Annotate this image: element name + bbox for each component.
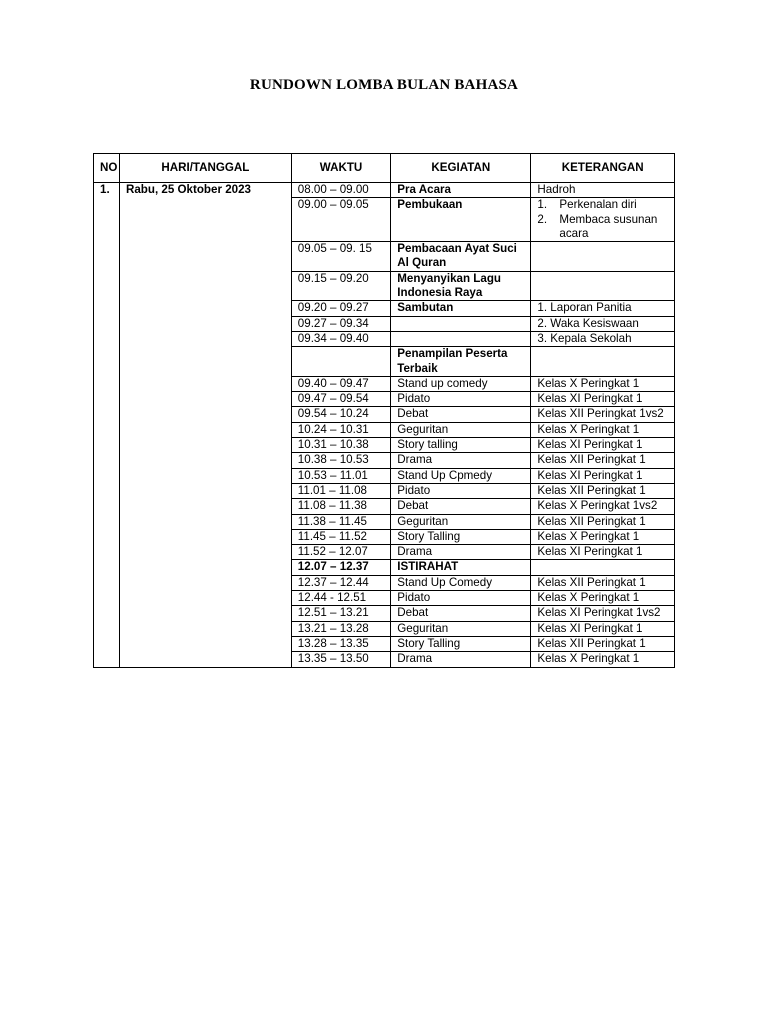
activity-cell: Sambutan (391, 301, 531, 316)
activity-cell: Pra Acara (391, 183, 531, 198)
header-activity: KEGIATAN (391, 154, 531, 183)
table-header-row (94, 154, 675, 183)
activity-cell: Debat (391, 606, 531, 621)
activity-cell: Pidato (391, 591, 531, 606)
table-row (94, 183, 675, 198)
list-text: Perkenalan diri (559, 198, 637, 212)
activity-cell: Drama (391, 545, 531, 560)
activity-cell: Geguritan (391, 621, 531, 636)
note-cell: Kelas X Peringkat 1 (531, 591, 675, 606)
time-cell: 12.37 – 12.44 (291, 575, 390, 590)
activity-cell (391, 331, 531, 346)
note-cell: Kelas XII Peringkat 1 (531, 453, 675, 468)
activity-cell: Stand Up Cpmedy (391, 468, 531, 483)
opening-notes-list (537, 198, 668, 241)
activity-cell (391, 316, 531, 331)
note-cell: Kelas XI Peringkat 1 (531, 545, 675, 560)
activity-cell: Debat (391, 407, 531, 422)
time-cell: 09.34 – 09.40 (291, 331, 390, 346)
note-cell (531, 198, 675, 242)
time-cell: 13.21 – 13.28 (291, 621, 390, 636)
time-cell: 11.01 – 11.08 (291, 483, 390, 498)
time-cell: 09.54 – 10.24 (291, 407, 390, 422)
time-cell: 11.45 – 11.52 (291, 529, 390, 544)
note-cell: Kelas XII Peringkat 1 (531, 575, 675, 590)
activity-cell: Penampilan Peserta Terbaik (391, 347, 531, 377)
note-cell (531, 347, 675, 377)
time-cell: 10.53 – 11.01 (291, 468, 390, 483)
note-cell: Kelas XII Peringkat 1 (531, 636, 675, 651)
time-cell: 09.00 – 09.05 (291, 198, 390, 242)
note-cell: 3. Kepala Sekolah (531, 331, 675, 346)
header-note: KETERANGAN (531, 154, 675, 183)
time-cell: 13.35 – 13.50 (291, 652, 390, 667)
time-cell: 12.51 – 13.21 (291, 606, 390, 621)
note-cell: Kelas X Peringkat 1 (531, 652, 675, 667)
note-cell: Kelas XII Peringkat 1 (531, 514, 675, 529)
time-cell: 11.52 – 12.07 (291, 545, 390, 560)
time-cell: 11.38 – 11.45 (291, 514, 390, 529)
activity-cell: Menyanyikan Lagu Indonesia Raya (391, 271, 531, 301)
note-cell: Kelas XI Peringkat 1 (531, 468, 675, 483)
activity-cell: Drama (391, 652, 531, 667)
list-item (537, 213, 668, 242)
note-cell (531, 242, 675, 272)
activity-cell: Debat (391, 499, 531, 514)
note-cell: 1. Laporan Panitia (531, 301, 675, 316)
list-number: 1. (537, 198, 548, 212)
note-cell: Kelas XI Peringkat 1vs2 (531, 606, 675, 621)
activity-cell: Geguritan (391, 514, 531, 529)
activity-cell: Drama (391, 453, 531, 468)
time-cell: 09.47 – 09.54 (291, 392, 390, 407)
activity-cell: Story Talling (391, 636, 531, 651)
note-cell: 2. Waka Kesiswaan (531, 316, 675, 331)
header-no: NO (94, 154, 120, 183)
time-cell: 11.08 – 11.38 (291, 499, 390, 514)
date-cell: Rabu, 25 Oktober 2023 (119, 183, 291, 668)
activity-cell: Pidato (391, 392, 531, 407)
time-cell: 10.38 – 10.53 (291, 453, 390, 468)
note-cell: Kelas XI Peringkat 1 (531, 621, 675, 636)
activity-cell: Stand up comedy (391, 376, 531, 391)
activity-cell: ISTIRAHAT (391, 560, 531, 575)
activity-cell: Story talling (391, 438, 531, 453)
list-text: Membaca susunan acara (559, 212, 658, 240)
note-cell: Kelas X Peringkat 1 (531, 529, 675, 544)
time-cell: 10.24 – 10.31 (291, 422, 390, 437)
note-cell: Kelas XI Peringkat 1 (531, 438, 675, 453)
time-cell (291, 347, 390, 377)
note-cell (531, 560, 675, 575)
note-cell: Kelas XI Peringkat 1 (531, 392, 675, 407)
list-item (537, 198, 668, 212)
header-time: WAKTU (291, 154, 390, 183)
time-cell: 12.44 - 12.51 (291, 591, 390, 606)
note-cell (531, 271, 675, 301)
page-title: RUNDOWN LOMBA BULAN BAHASA (249, 77, 519, 93)
time-cell: 09.05 – 09. 15 (291, 242, 390, 272)
note-cell: Kelas XII Peringkat 1 (531, 483, 675, 498)
time-cell: 08.00 – 09.00 (291, 183, 390, 198)
activity-cell: Stand Up Comedy (391, 575, 531, 590)
header-date: HARI/TANGGAL (119, 154, 291, 183)
time-cell: 12.07 – 12.37 (291, 560, 390, 575)
note-cell: Hadroh (531, 183, 675, 198)
activity-cell: Story Talling (391, 529, 531, 544)
activity-cell: Geguritan (391, 422, 531, 437)
time-cell: 09.27 – 09.34 (291, 316, 390, 331)
time-cell: 13.28 – 13.35 (291, 636, 390, 651)
rundown-table (93, 153, 675, 668)
activity-cell: Pembacaan Ayat Suci Al Quran (391, 242, 531, 272)
note-cell: Kelas X Peringkat 1vs2 (531, 499, 675, 514)
note-cell: Kelas X Peringkat 1 (531, 422, 675, 437)
row-number-cell: 1. (94, 183, 120, 668)
note-cell: Kelas XII Peringkat 1vs2 (531, 407, 675, 422)
activity-cell: Pembukaan (391, 198, 531, 242)
time-cell: 09.40 – 09.47 (291, 376, 390, 391)
time-cell: 10.31 – 10.38 (291, 438, 390, 453)
note-cell: Kelas X Peringkat 1 (531, 376, 675, 391)
time-cell: 09.15 – 09.20 (291, 271, 390, 301)
list-number: 2. (537, 212, 548, 226)
time-cell: 09.20 – 09.27 (291, 301, 390, 316)
activity-cell: Pidato (391, 483, 531, 498)
